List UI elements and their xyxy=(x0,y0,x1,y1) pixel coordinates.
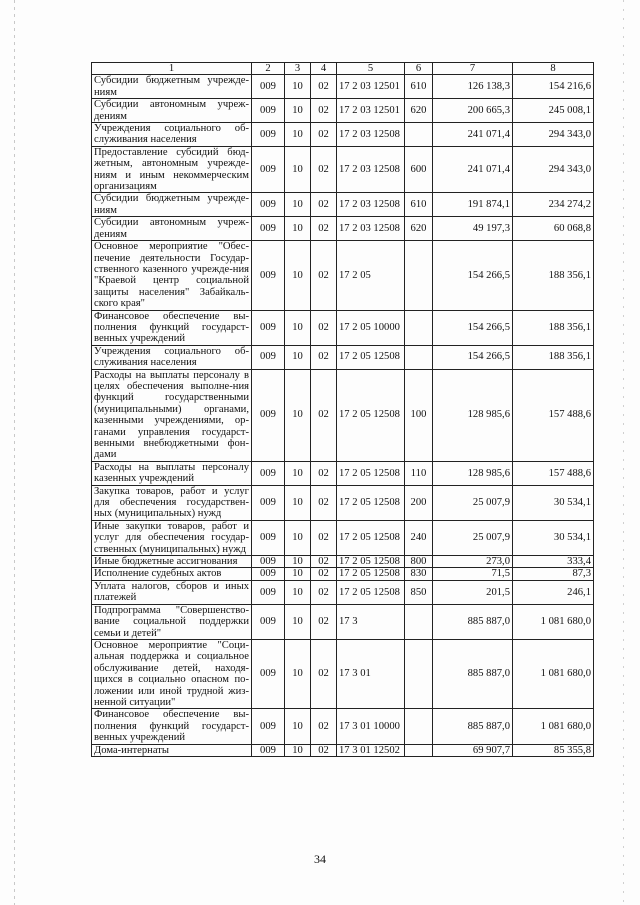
cell-expense-type xyxy=(405,709,433,744)
cell-subsection: 02 xyxy=(311,485,337,520)
cell-target-article: 17 3 01 xyxy=(337,639,405,708)
header-col-3: 3 xyxy=(285,63,311,75)
cell-section: 10 xyxy=(285,461,311,485)
cell-expense-type xyxy=(405,345,433,369)
cell-target-article: 17 2 03 12508 xyxy=(337,123,405,147)
cell-subsection: 02 xyxy=(311,75,337,99)
cell-subsection: 02 xyxy=(311,520,337,555)
cell-amount-year-1: 273,0 xyxy=(433,556,513,568)
cell-ministry-code: 009 xyxy=(252,639,285,708)
table-row xyxy=(92,310,594,345)
cell-expense-type: 110 xyxy=(405,461,433,485)
cell-name: Иные бюджетные ассигнования xyxy=(92,556,252,568)
table-row xyxy=(92,639,594,708)
cell-amount-year-1: 49 197,3 xyxy=(433,217,513,241)
cell-name: Финансовое обеспечение вы-полнения функций государст-венных учреждений xyxy=(92,709,252,744)
cell-amount-year-1: 154 266,5 xyxy=(433,310,513,345)
cell-section: 10 xyxy=(285,146,311,193)
cell-expense-type xyxy=(405,123,433,147)
cell-section: 10 xyxy=(285,193,311,217)
cell-expense-type xyxy=(405,310,433,345)
cell-section: 10 xyxy=(285,604,311,639)
cell-amount-year-1: 71,5 xyxy=(433,568,513,580)
cell-amount-year-2: 234 274,2 xyxy=(513,193,594,217)
cell-section: 10 xyxy=(285,744,311,756)
cell-name: Субсидии автономным учреж-дениям xyxy=(92,99,252,123)
cell-amount-year-1: 154 266,5 xyxy=(433,241,513,310)
header-col-6: 6 xyxy=(405,63,433,75)
cell-amount-year-1: 25 007,9 xyxy=(433,520,513,555)
cell-ministry-code: 009 xyxy=(252,217,285,241)
cell-amount-year-1: 201,5 xyxy=(433,580,513,604)
cell-expense-type: 600 xyxy=(405,146,433,193)
cell-amount-year-1: 25 007,9 xyxy=(433,485,513,520)
cell-name: Учреждения социального об-служивания населения xyxy=(92,123,252,147)
cell-name: Подпрограмма "Совершенство-вание социальной поддержки семьи и детей" xyxy=(92,604,252,639)
cell-expense-type: 620 xyxy=(405,99,433,123)
table-row xyxy=(92,217,594,241)
cell-ministry-code: 009 xyxy=(252,75,285,99)
cell-name: Основное мероприятие "Обес-печение деятельности Государ-ственного казенного учрежде-ния "Краевой центр социальной защиты населения" Забайкаль-ского края" xyxy=(92,241,252,310)
cell-name: Предоставление субсидий бюд-жетным, автономным учрежде-ниям и иным некоммерческим организациям xyxy=(92,146,252,193)
cell-amount-year-1: 200 665,3 xyxy=(433,99,513,123)
cell-ministry-code: 009 xyxy=(252,604,285,639)
cell-subsection: 02 xyxy=(311,146,337,193)
cell-ministry-code: 009 xyxy=(252,580,285,604)
cell-amount-year-1: 241 071,4 xyxy=(433,146,513,193)
table-row xyxy=(92,580,594,604)
cell-target-article: 17 3 01 12502 xyxy=(337,744,405,756)
cell-name: Расходы на выплаты персоналу в целях обеспечения выполне-ния функций государственными (муниципальными) органами, казенными учреждениями, ор-ганами управления государст-венными внебюджетными фон-дами xyxy=(92,369,252,461)
cell-subsection: 02 xyxy=(311,99,337,123)
cell-section: 10 xyxy=(285,568,311,580)
cell-ministry-code: 009 xyxy=(252,744,285,756)
cell-expense-type xyxy=(405,744,433,756)
cell-amount-year-1: 191 874,1 xyxy=(433,193,513,217)
cell-subsection: 02 xyxy=(311,241,337,310)
table-row xyxy=(92,485,594,520)
cell-subsection: 02 xyxy=(311,217,337,241)
cell-expense-type: 830 xyxy=(405,568,433,580)
cell-amount-year-2: 246,1 xyxy=(513,580,594,604)
cell-expense-type: 100 xyxy=(405,369,433,461)
cell-subsection: 02 xyxy=(311,709,337,744)
header-col-1: 1 xyxy=(92,63,252,75)
cell-section: 10 xyxy=(285,217,311,241)
cell-ministry-code: 009 xyxy=(252,193,285,217)
scan-edge-right xyxy=(623,0,624,905)
cell-ministry-code: 009 xyxy=(252,369,285,461)
cell-expense-type: 850 xyxy=(405,580,433,604)
cell-section: 10 xyxy=(285,345,311,369)
cell-amount-year-2: 154 216,6 xyxy=(513,75,594,99)
cell-ministry-code: 009 xyxy=(252,461,285,485)
header-col-8: 8 xyxy=(513,63,594,75)
header-col-7: 7 xyxy=(433,63,513,75)
cell-target-article: 17 2 05 12508 xyxy=(337,461,405,485)
cell-subsection: 02 xyxy=(311,568,337,580)
cell-name: Дома-интернаты xyxy=(92,744,252,756)
cell-ministry-code: 009 xyxy=(252,123,285,147)
table-row xyxy=(92,556,594,568)
cell-amount-year-1: 241 071,4 xyxy=(433,123,513,147)
table-row xyxy=(92,123,594,147)
cell-target-article: 17 2 03 12501 xyxy=(337,99,405,123)
cell-name: Закупка товаров, работ и услуг для обеспечения государствен-ных (муниципальных) нужд xyxy=(92,485,252,520)
cell-amount-year-2: 188 356,1 xyxy=(513,241,594,310)
cell-target-article: 17 2 05 12508 xyxy=(337,369,405,461)
header-col-2: 2 xyxy=(252,63,285,75)
cell-section: 10 xyxy=(285,485,311,520)
cell-target-article: 17 2 05 12508 xyxy=(337,556,405,568)
cell-target-article: 17 2 05 10000 xyxy=(337,310,405,345)
cell-subsection: 02 xyxy=(311,580,337,604)
cell-amount-year-2: 294 343,0 xyxy=(513,146,594,193)
cell-name: Иные закупки товаров, работ и услуг для обеспечения государ-ственных (муниципальных) нужд xyxy=(92,520,252,555)
table-header xyxy=(92,63,594,75)
cell-subsection: 02 xyxy=(311,556,337,568)
cell-subsection: 02 xyxy=(311,461,337,485)
cell-ministry-code: 009 xyxy=(252,345,285,369)
cell-amount-year-2: 188 356,1 xyxy=(513,345,594,369)
cell-amount-year-1: 154 266,5 xyxy=(433,345,513,369)
cell-subsection: 02 xyxy=(311,123,337,147)
cell-ministry-code: 009 xyxy=(252,146,285,193)
cell-subsection: 02 xyxy=(311,744,337,756)
cell-expense-type: 240 xyxy=(405,520,433,555)
cell-name: Расходы на выплаты персоналу казенных учреждений xyxy=(92,461,252,485)
cell-subsection: 02 xyxy=(311,345,337,369)
cell-name: Исполнение судебных актов xyxy=(92,568,252,580)
table-row xyxy=(92,193,594,217)
table-row xyxy=(92,744,594,756)
header-col-5: 5 xyxy=(337,63,405,75)
header-row xyxy=(92,63,594,75)
cell-ministry-code: 009 xyxy=(252,241,285,310)
cell-name: Субсидии бюджетным учрежде-ниям xyxy=(92,193,252,217)
table-row xyxy=(92,75,594,99)
budget-table xyxy=(91,62,594,757)
cell-amount-year-1: 885 887,0 xyxy=(433,639,513,708)
table-row xyxy=(92,604,594,639)
cell-amount-year-2: 30 534,1 xyxy=(513,520,594,555)
cell-target-article: 17 2 05 12508 xyxy=(337,580,405,604)
cell-name: Уплата налогов, сборов и иных платежей xyxy=(92,580,252,604)
cell-amount-year-2: 245 008,1 xyxy=(513,99,594,123)
cell-section: 10 xyxy=(285,709,311,744)
table-row xyxy=(92,520,594,555)
cell-expense-type: 800 xyxy=(405,556,433,568)
cell-amount-year-2: 85 355,8 xyxy=(513,744,594,756)
cell-amount-year-2: 87,3 xyxy=(513,568,594,580)
cell-name: Финансовое обеспечение вы-полнения функций государст-венных учреждений xyxy=(92,310,252,345)
cell-subsection: 02 xyxy=(311,193,337,217)
cell-expense-type xyxy=(405,604,433,639)
cell-expense-type: 620 xyxy=(405,217,433,241)
cell-target-article: 17 2 03 12501 xyxy=(337,75,405,99)
cell-target-article: 17 3 01 10000 xyxy=(337,709,405,744)
cell-amount-year-1: 128 985,6 xyxy=(433,369,513,461)
cell-expense-type xyxy=(405,241,433,310)
cell-ministry-code: 009 xyxy=(252,485,285,520)
header-col-4: 4 xyxy=(311,63,337,75)
cell-target-article: 17 2 05 12508 xyxy=(337,485,405,520)
cell-section: 10 xyxy=(285,580,311,604)
cell-amount-year-2: 1 081 680,0 xyxy=(513,709,594,744)
cell-target-article: 17 2 05 xyxy=(337,241,405,310)
cell-expense-type xyxy=(405,639,433,708)
cell-expense-type: 610 xyxy=(405,193,433,217)
table-body xyxy=(92,75,594,757)
cell-name: Субсидии автономным учреж-дениям xyxy=(92,217,252,241)
cell-subsection: 02 xyxy=(311,604,337,639)
cell-amount-year-1: 885 887,0 xyxy=(433,604,513,639)
cell-section: 10 xyxy=(285,75,311,99)
table-row xyxy=(92,709,594,744)
cell-amount-year-1: 128 985,6 xyxy=(433,461,513,485)
cell-amount-year-2: 188 356,1 xyxy=(513,310,594,345)
cell-section: 10 xyxy=(285,369,311,461)
cell-amount-year-2: 333,4 xyxy=(513,556,594,568)
cell-subsection: 02 xyxy=(311,639,337,708)
cell-amount-year-2: 157 488,6 xyxy=(513,461,594,485)
cell-subsection: 02 xyxy=(311,310,337,345)
cell-target-article: 17 2 03 12508 xyxy=(337,217,405,241)
cell-target-article: 17 2 03 12508 xyxy=(337,193,405,217)
cell-amount-year-2: 60 068,8 xyxy=(513,217,594,241)
cell-section: 10 xyxy=(285,310,311,345)
cell-ministry-code: 009 xyxy=(252,310,285,345)
table-row xyxy=(92,241,594,310)
cell-amount-year-1: 126 138,3 xyxy=(433,75,513,99)
cell-name: Субсидии бюджетным учрежде-ниям xyxy=(92,75,252,99)
cell-expense-type: 610 xyxy=(405,75,433,99)
cell-ministry-code: 009 xyxy=(252,520,285,555)
cell-subsection: 02 xyxy=(311,369,337,461)
table-row xyxy=(92,146,594,193)
cell-ministry-code: 009 xyxy=(252,568,285,580)
cell-section: 10 xyxy=(285,241,311,310)
cell-amount-year-1: 885 887,0 xyxy=(433,709,513,744)
cell-amount-year-2: 294 343,0 xyxy=(513,123,594,147)
cell-section: 10 xyxy=(285,639,311,708)
cell-amount-year-2: 30 534,1 xyxy=(513,485,594,520)
cell-target-article: 17 2 05 12508 xyxy=(337,568,405,580)
cell-ministry-code: 009 xyxy=(252,709,285,744)
cell-name: Учреждения социального об-служивания населения xyxy=(92,345,252,369)
table-row xyxy=(92,345,594,369)
table-row xyxy=(92,99,594,123)
cell-ministry-code: 009 xyxy=(252,556,285,568)
cell-expense-type: 200 xyxy=(405,485,433,520)
cell-target-article: 17 2 05 12508 xyxy=(337,520,405,555)
cell-target-article: 17 2 05 12508 xyxy=(337,345,405,369)
cell-target-article: 17 3 xyxy=(337,604,405,639)
scan-edge-left xyxy=(14,0,15,905)
cell-section: 10 xyxy=(285,99,311,123)
cell-section: 10 xyxy=(285,520,311,555)
cell-amount-year-2: 1 081 680,0 xyxy=(513,604,594,639)
page-number: 34 xyxy=(314,852,326,866)
cell-name: Основное мероприятие "Соци-альная поддержка и социальное обслуживание детей, находя-щихся в социально опасном по-ложении или иной трудной жиз-ненной ситуации" xyxy=(92,639,252,708)
cell-amount-year-1: 69 907,7 xyxy=(433,744,513,756)
table-row xyxy=(92,461,594,485)
cell-section: 10 xyxy=(285,123,311,147)
table-row xyxy=(92,369,594,461)
cell-target-article: 17 2 03 12508 xyxy=(337,146,405,193)
cell-amount-year-2: 157 488,6 xyxy=(513,369,594,461)
table-row xyxy=(92,568,594,580)
cell-amount-year-2: 1 081 680,0 xyxy=(513,639,594,708)
cell-section: 10 xyxy=(285,556,311,568)
cell-ministry-code: 009 xyxy=(252,99,285,123)
